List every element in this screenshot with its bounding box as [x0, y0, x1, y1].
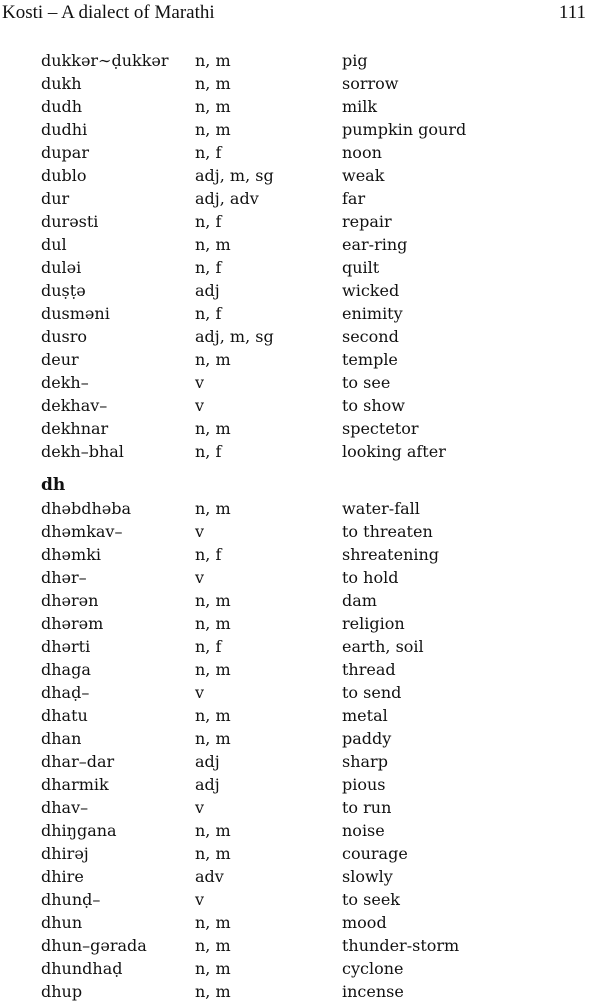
glossary-row	[0, 612, 600, 635]
meaning: thunder-storm	[342, 936, 460, 955]
meaning: paddy	[342, 729, 392, 748]
glossary-row	[0, 95, 600, 118]
grammar-tag: n, m	[195, 235, 231, 254]
page-number: 111	[558, 2, 586, 23]
meaning: enimity	[342, 304, 403, 323]
headword: dhəmkav–	[41, 522, 123, 541]
meaning: wicked	[342, 281, 400, 300]
glossary-row	[0, 566, 600, 589]
grammar-tag: v	[195, 890, 205, 909]
glossary-row	[0, 49, 600, 72]
glossary-row	[0, 210, 600, 233]
meaning: to hold	[342, 568, 399, 587]
headword: deur	[41, 350, 79, 369]
meaning: incense	[342, 982, 404, 1001]
grammar-tag: n, m	[195, 982, 231, 1001]
page-header	[0, 0, 600, 28]
grammar-tag: n, f	[195, 545, 222, 564]
headword: dukkər∼ḍukkər	[41, 51, 169, 70]
glossary-row	[0, 118, 600, 141]
glossary-row	[0, 957, 600, 980]
headword: dhərən	[41, 591, 99, 610]
meaning: shreatening	[342, 545, 440, 564]
meaning: to show	[342, 396, 405, 415]
meaning: metal	[342, 706, 388, 725]
headword: dhatu	[41, 706, 88, 725]
grammar-tag: n, m	[195, 97, 231, 116]
headword: dekhnar	[41, 419, 109, 438]
meaning: noon	[342, 143, 382, 162]
glossary-row	[0, 164, 600, 187]
headword: dublo	[41, 166, 87, 185]
meaning: to see	[342, 373, 391, 392]
glossary-row	[0, 704, 600, 727]
meaning: ear-ring	[342, 235, 408, 254]
glossary-row	[0, 911, 600, 934]
meaning: quilt	[342, 258, 380, 277]
meaning: temple	[342, 350, 398, 369]
headword: dhire	[41, 867, 84, 886]
grammar-tag: n, m	[195, 844, 231, 863]
headword: dhiŋgana	[41, 821, 117, 840]
meaning: repair	[342, 212, 392, 231]
meaning: cyclone	[342, 959, 404, 978]
headword: dekh–	[41, 373, 89, 392]
meaning: courage	[342, 844, 408, 863]
grammar-tag: n, m	[195, 660, 231, 679]
section-heading: dh	[41, 475, 66, 495]
glossary-row	[0, 819, 600, 842]
headword: durəsti	[41, 212, 99, 231]
headword: duṣṭə	[41, 281, 86, 300]
grammar-tag: adj	[195, 281, 220, 300]
grammar-tag: n, f	[195, 258, 222, 277]
glossary-row	[0, 543, 600, 566]
grammar-tag: n, f	[195, 304, 222, 323]
meaning: milk	[342, 97, 378, 116]
headword: dhəbdhəba	[41, 499, 132, 518]
glossary-row	[0, 773, 600, 796]
meaning: pious	[342, 775, 386, 794]
grammar-tag: n, m	[195, 120, 231, 139]
headword: dhaḍ–	[41, 683, 90, 702]
grammar-tag: n, m	[195, 350, 231, 369]
headword: dhun	[41, 913, 83, 932]
meaning: second	[342, 327, 399, 346]
grammar-tag: n, m	[195, 419, 231, 438]
grammar-tag: v	[195, 522, 205, 541]
meaning: noise	[342, 821, 385, 840]
glossary-row	[0, 727, 600, 750]
grammar-tag: adj, adv	[195, 189, 259, 208]
headword: dukh	[41, 74, 82, 93]
glossary-row	[0, 394, 600, 417]
glossary-row	[0, 589, 600, 612]
meaning: slowly	[342, 867, 393, 886]
glossary-row	[0, 348, 600, 371]
grammar-tag: n, m	[195, 614, 231, 633]
glossary-row	[0, 750, 600, 773]
headword: dhup	[41, 982, 83, 1001]
grammar-tag: n, m	[195, 821, 231, 840]
glossary-row	[0, 842, 600, 865]
grammar-tag: v	[195, 373, 205, 392]
grammar-tag: n, m	[195, 729, 231, 748]
glossary-row	[0, 980, 600, 1003]
headword: dupar	[41, 143, 89, 162]
headword: dhundhaḍ	[41, 959, 123, 978]
glossary-row	[0, 635, 600, 658]
grammar-tag: v	[195, 568, 205, 587]
glossary-row	[0, 72, 600, 95]
glossary-row	[0, 187, 600, 210]
glossary-row	[0, 302, 600, 325]
entry-group-dh	[0, 497, 600, 1003]
grammar-tag: adj	[195, 752, 220, 771]
headword: dhun–gərada	[41, 936, 147, 955]
meaning: pig	[342, 51, 368, 70]
glossary-row	[0, 440, 600, 463]
meaning: to send	[342, 683, 402, 702]
meaning: mood	[342, 913, 387, 932]
headword: dudh	[41, 97, 83, 116]
headword: dhav–	[41, 798, 89, 817]
headword: dhirəj	[41, 844, 89, 863]
glossary-row	[0, 888, 600, 911]
running-head: Kosti – A dialect of Marathi	[2, 2, 215, 23]
glossary-row	[0, 371, 600, 394]
headword: dhar–dar	[41, 752, 115, 771]
meaning: to run	[342, 798, 392, 817]
grammar-tag: v	[195, 683, 205, 702]
meaning: far	[342, 189, 366, 208]
headword: dur	[41, 189, 70, 208]
headword: duləi	[41, 258, 82, 277]
headword: dharmik	[41, 775, 109, 794]
meaning: water-fall	[342, 499, 420, 518]
meaning: earth, soil	[342, 637, 424, 656]
glossary-row	[0, 934, 600, 957]
grammar-tag: n, m	[195, 959, 231, 978]
glossary-row	[0, 417, 600, 440]
headword: dudhi	[41, 120, 88, 139]
glossary-row	[0, 233, 600, 256]
grammar-tag: n, m	[195, 936, 231, 955]
meaning: dam	[342, 591, 377, 610]
grammar-tag: adj, m, sg	[195, 166, 274, 185]
meaning: thread	[342, 660, 396, 679]
meaning: to threaten	[342, 522, 433, 541]
glossary-row	[0, 520, 600, 543]
meaning: religion	[342, 614, 405, 633]
grammar-tag: n, m	[195, 591, 231, 610]
grammar-tag: n, f	[195, 212, 222, 231]
headword: dhan	[41, 729, 82, 748]
glossary-row	[0, 796, 600, 819]
headword: dusro	[41, 327, 88, 346]
grammar-tag: n, m	[195, 74, 231, 93]
meaning: to seek	[342, 890, 400, 909]
grammar-tag: n, m	[195, 499, 231, 518]
grammar-tag: n, m	[195, 706, 231, 725]
grammar-tag: n, f	[195, 143, 222, 162]
grammar-tag: n, m	[195, 51, 231, 70]
entry-group-d	[0, 49, 600, 463]
meaning: pumpkin gourd	[342, 120, 467, 139]
grammar-tag: v	[195, 396, 205, 415]
glossary-row	[0, 256, 600, 279]
glossary-row	[0, 325, 600, 348]
headword: dhər–	[41, 568, 87, 587]
headword: dhunḍ–	[41, 890, 101, 909]
grammar-tag: adv	[195, 867, 224, 886]
grammar-tag: v	[195, 798, 205, 817]
glossary-row	[0, 865, 600, 888]
grammar-tag: n, f	[195, 442, 222, 461]
headword: dhəmki	[41, 545, 101, 564]
glossary-row	[0, 279, 600, 302]
meaning: looking after	[342, 442, 446, 461]
glossary-row	[0, 658, 600, 681]
glossary-row	[0, 497, 600, 520]
glossary-entries	[0, 49, 600, 1003]
headword: dekh–bhal	[41, 442, 124, 461]
grammar-tag: adj, m, sg	[195, 327, 274, 346]
headword: dhaga	[41, 660, 91, 679]
meaning: weak	[342, 166, 385, 185]
glossary-row	[0, 141, 600, 164]
meaning: sharp	[342, 752, 388, 771]
headword: dhərəm	[41, 614, 104, 633]
grammar-tag: n, f	[195, 637, 222, 656]
headword: dusməni	[41, 304, 110, 323]
meaning: sorrow	[342, 74, 399, 93]
grammar-tag: n, m	[195, 913, 231, 932]
meaning: spectetor	[342, 419, 419, 438]
headword: dul	[41, 235, 67, 254]
grammar-tag: adj	[195, 775, 220, 794]
glossary-row	[0, 681, 600, 704]
headword: dekhav–	[41, 396, 108, 415]
headword: dhərti	[41, 637, 91, 656]
